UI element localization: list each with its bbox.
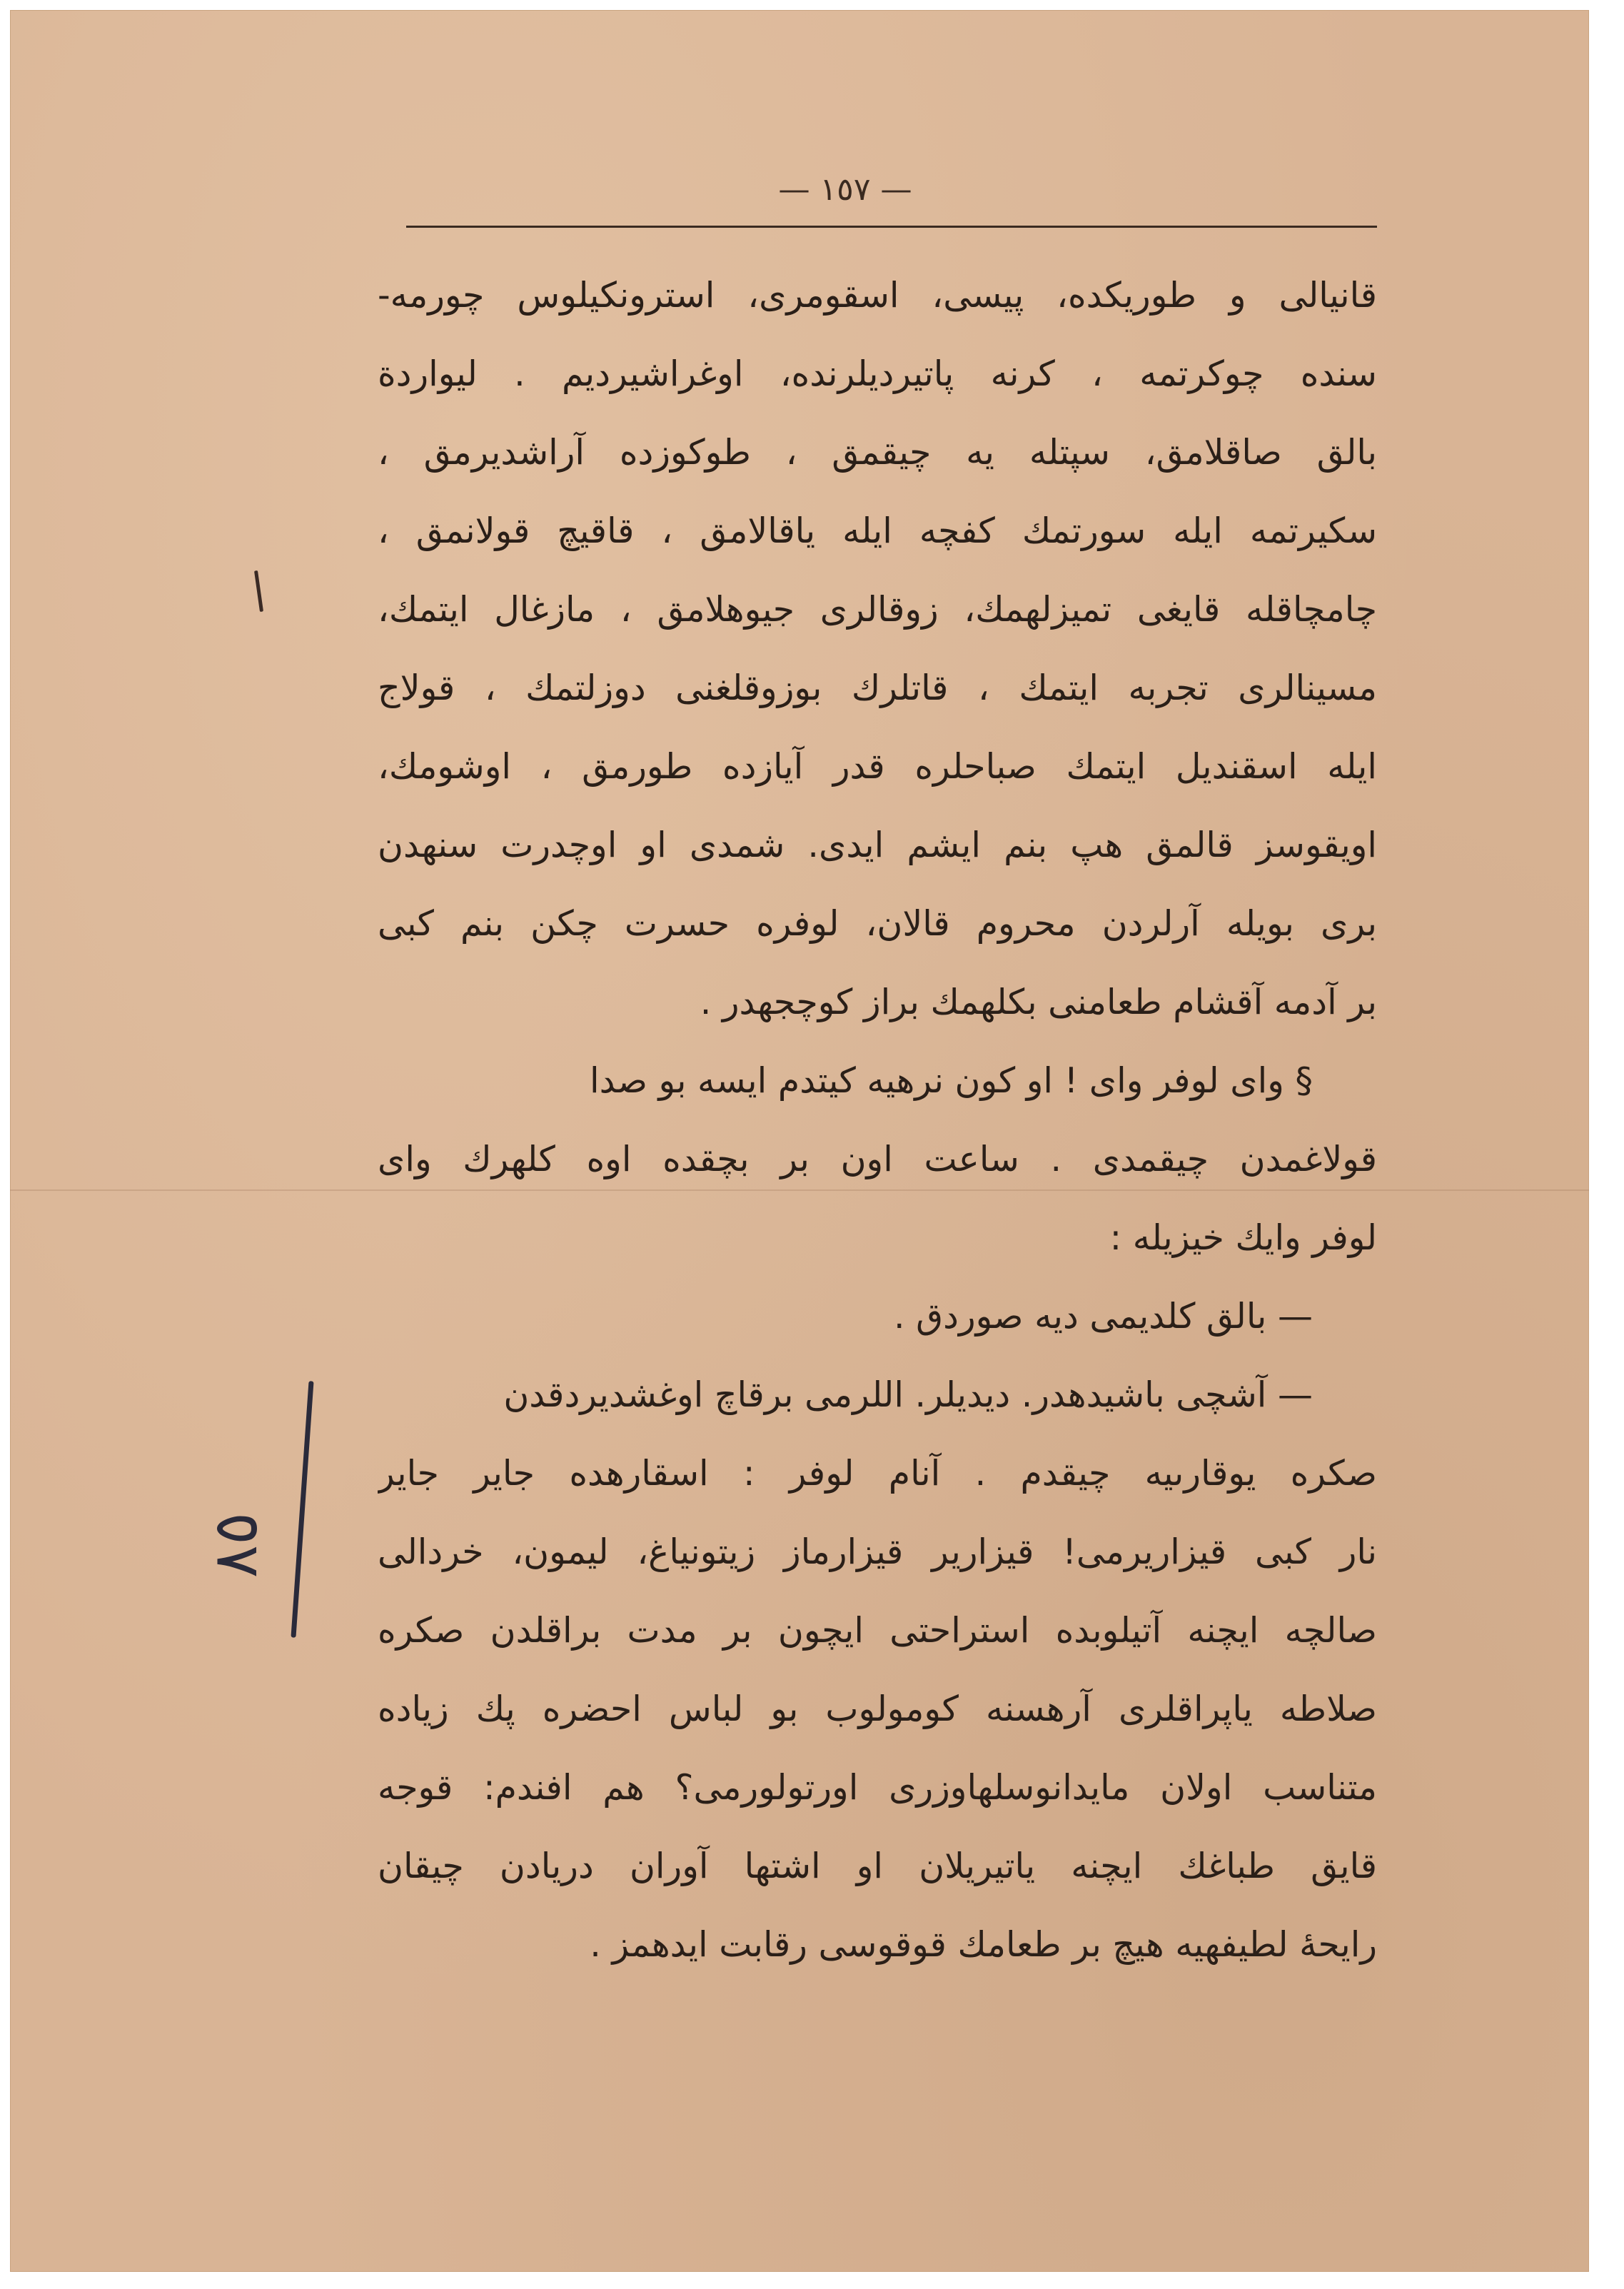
text-line: سنده چوكرتمه ، كرنه پاتيرديلرنده، اوغراشيرديم . ليواردة bbox=[378, 353, 1377, 394]
margin-pencil-mark bbox=[254, 570, 263, 612]
text-line: رايحهٔ لطيفهيه هيچ بر طعامك قوقوسى رقابت ايدهمز . bbox=[590, 1924, 1377, 1965]
text-line: ايله اسقنديل ايتمك صباحلره قدر آيازده طورمق ، اوشومك، bbox=[378, 746, 1377, 787]
margin-handwritten-number: ٨٥ bbox=[200, 1511, 272, 1579]
text-line: قولاغمدن چيقمدى . ساعت اون بر بچقده اوه كلهرك واى bbox=[378, 1139, 1377, 1179]
page-number: — ١٥٧ — bbox=[778, 171, 912, 208]
document-page bbox=[10, 10, 1589, 2272]
text-line: — آشچى باشيدهدر. ديديلر. اللرمى برقاچ اوغشديردقدن bbox=[503, 1374, 1313, 1415]
text-line: صكره يوقارىيه چيقدم . آنام لوفر : اسقارهده جاير جاير bbox=[378, 1453, 1377, 1494]
text-line: قايق طباغك ايچنه ياتيريلان او اشتها آوران دريادن چيقان bbox=[378, 1846, 1377, 1886]
text-line: بالق صاقلامق، سپتله يه چيقمق ، طوكوزده آراشديرمق ، bbox=[378, 432, 1377, 473]
text-line: صالچه ايچنه آتيلوبده استراحتى ايچون بر مدت براقلدن صكره bbox=[378, 1610, 1377, 1651]
text-line: § واى لوفر واى ! او كون نرهيه كيتدم ايسه بو صدا bbox=[590, 1060, 1313, 1101]
text-line: متناسب اولان مايدانوسلهاوزرى اورتولورمى؟ هم افندم: قوجه bbox=[378, 1767, 1377, 1808]
header-rule bbox=[406, 226, 1377, 228]
text-line: لوفر وايك خيزيله : bbox=[1109, 1217, 1377, 1258]
text-line: سكيرتمه ايله سورتمك كفچه ايله ياقالامق ، قاقيچ قولانمق ، bbox=[378, 510, 1377, 551]
body-text bbox=[378, 256, 1377, 1984]
text-line: اويقوسز قالمق هپ بنم ايشم ايدى. شمدى او اوچدرت سنهدن bbox=[378, 825, 1377, 865]
text-line: نار كبى قيزاريرمى! قيزارير قيزارماز زيتونياغ، ليمون، خردالى bbox=[378, 1531, 1377, 1572]
text-line: چامچاقله قايغى تميزلهمك، زوقالرى جيوهلامق ، مازغال ايتمك، bbox=[378, 589, 1377, 630]
margin-pencil-bar bbox=[291, 1381, 313, 1638]
text-line: — بالق كلديمى ديه صوردق . bbox=[893, 1296, 1313, 1337]
text-line: بر آدمه آقشام طعامنى بكلهمك براز كوچجهدر . bbox=[700, 982, 1377, 1022]
text-line: قانيالى و طوريكده، پيسى، اسقومرى، استرونكيلوس چورمه- bbox=[378, 275, 1377, 316]
text-line: صلاطه ياپراقلرى آرهسنه كومولوب بو لباس احضره پك زياده bbox=[378, 1689, 1377, 1729]
text-line: برى بويله آرلردن محروم قالان، لوفره حسرت چكن بنم كبى bbox=[378, 903, 1377, 944]
text-line: مسينالرى تجربه ايتمك ، قاتلرك بوزوقلغنى دوزلتمك ، قولاج bbox=[378, 668, 1377, 708]
